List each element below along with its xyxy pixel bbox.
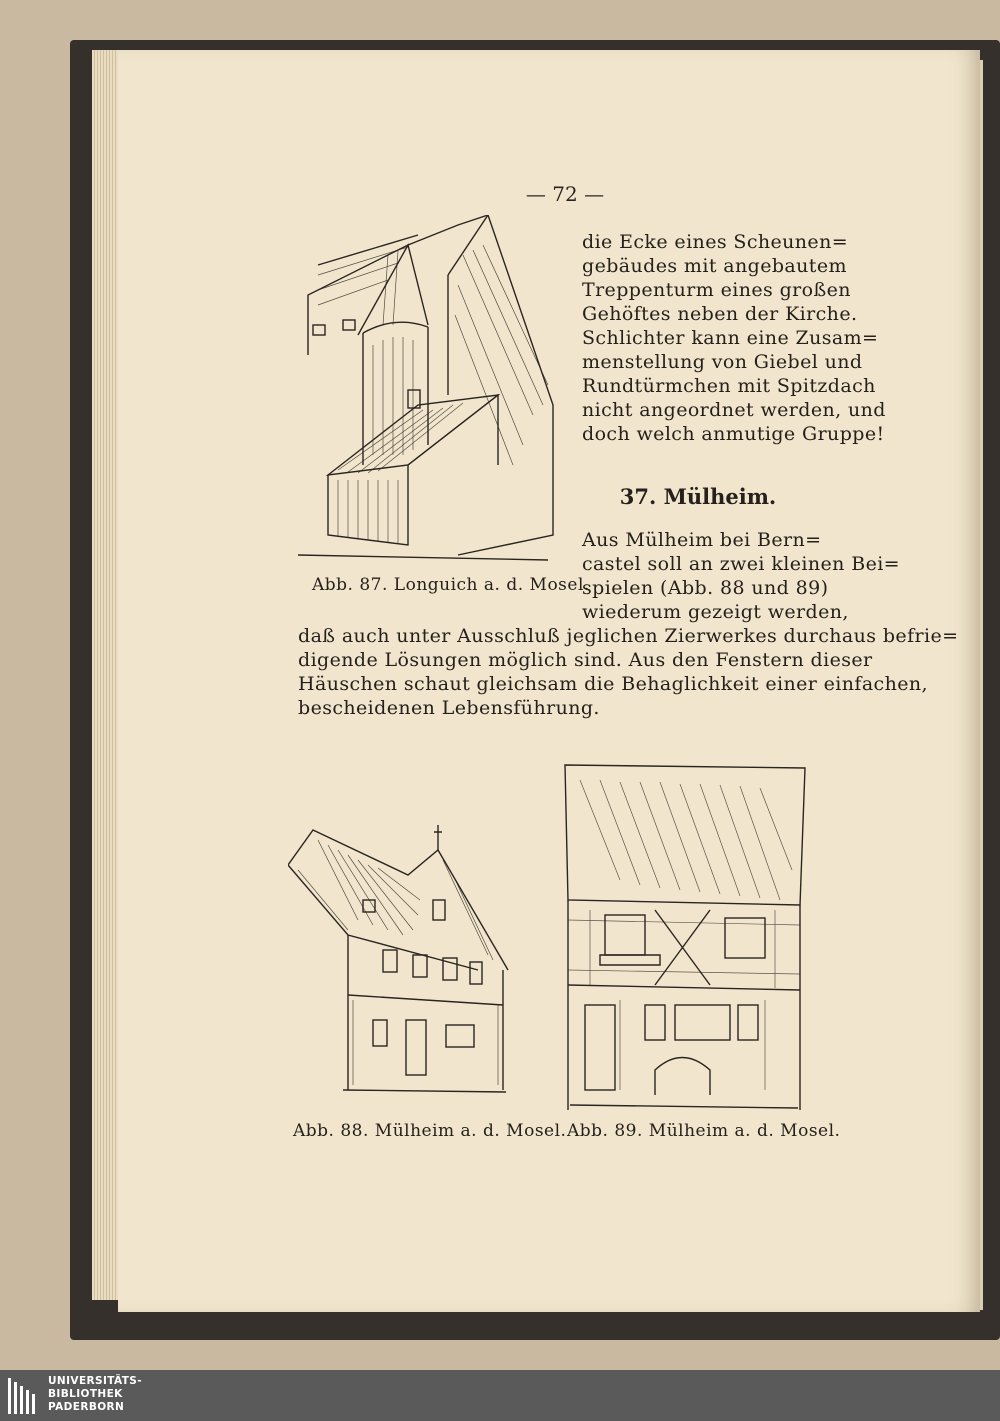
- section-heading: 37. Mülheim.: [619, 484, 777, 509]
- text-line: Rundtürmchen mit Spitzdach: [582, 375, 876, 397]
- text-line: Treppenturm eines großen: [582, 279, 851, 301]
- text-line: Aus Mülheim bei Bern=: [582, 529, 822, 551]
- text-line: nicht angeordnet werden, und: [582, 399, 886, 421]
- text-line: spielen (Abb. 88 und 89): [582, 577, 829, 599]
- caption-fig89: Abb. 89. Mülheim a. d. Mosel.: [567, 1121, 841, 1141]
- text-line: bescheidenen Lebensführung.: [298, 697, 600, 719]
- text-line: castel soll an zwei kleinen Bei=: [582, 553, 901, 575]
- text-line: die Ecke eines Scheunen=: [582, 231, 849, 253]
- caption-fig88: Abb. 88. Mülheim a. d. Mosel.: [293, 1121, 567, 1141]
- library-footer-bar: [0, 1370, 1000, 1421]
- library-name: [48, 1375, 142, 1414]
- text-line: Schlichter kann eine Zusam=: [582, 327, 879, 349]
- caption-fig87: Abb. 87. Longuich a. d. Mosel.: [312, 575, 590, 595]
- illustration-fig87: [298, 215, 560, 575]
- text-line: Häuschen schaut gleichsam die Behaglichkeit einer einfachen,: [298, 673, 928, 695]
- library-logo-icon: [8, 1378, 42, 1414]
- paragraph-mid: [582, 528, 901, 624]
- text-line: daß auch unter Ausschluß jeglichen Zierwerkes durchaus befrie=: [298, 625, 959, 647]
- text-line: doch welch anmutige Gruppe!: [582, 423, 885, 445]
- paragraph-bottom: [298, 624, 959, 720]
- library-name-line: BIBLIOTHEK: [48, 1388, 123, 1400]
- text-line: gebäudes mit angebautem: [582, 255, 847, 277]
- illustration-fig89: [560, 760, 810, 1120]
- text-line: menstellung von Giebel und: [582, 351, 863, 373]
- text-line: wiederum gezeigt werden,: [582, 601, 849, 623]
- paragraph-top: [582, 230, 886, 446]
- library-name-line: PADERBORN: [48, 1401, 125, 1413]
- page-number: — 72 —: [525, 182, 605, 206]
- library-name-line: UNIVERSITÄTS-: [48, 1375, 143, 1387]
- illustration-fig88: [288, 820, 510, 1095]
- text-line: digende Lösungen möglich sind. Aus den Fenstern dieser: [298, 649, 873, 671]
- text-line: Gehöftes neben der Kirche.: [582, 303, 858, 325]
